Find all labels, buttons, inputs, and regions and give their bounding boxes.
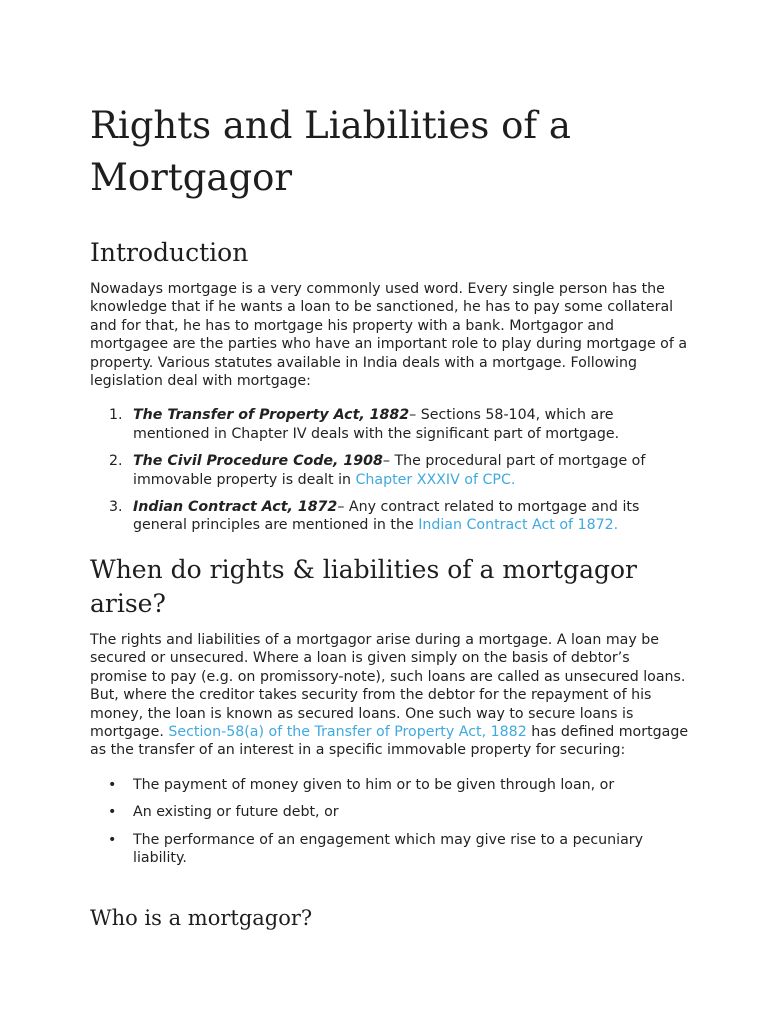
list-number: 2. [109, 453, 123, 470]
list-item-text: – The procedural part of mortgage of immovable property is dealt in [133, 453, 646, 488]
list-item-text: – Any contract related to mortgage and its general principles are mentioned in the [133, 499, 640, 534]
legislation-list [90, 406, 690, 534]
list-item-text: – Sections 58-104, which are mentioned in Chapter IV deals with the significant part of mortgage. [133, 407, 620, 442]
list-number: 3. [109, 499, 123, 516]
when-paragraph [90, 631, 690, 760]
when-paragraph-text: The rights and liabilities of a mortgagor arise during a mortgage. A loan may be secured or unsecured. Where a loan is given simply on the basis of debtor’s promise to pay (e.g. on promissory-note), such loans are called as unsecured loans. But, where the creditor takes security from the debtor for the repayment of his money, the loan is known as secured loans. One such way to secure loans is mortgage. [90, 631, 686, 740]
list-item [108, 831, 690, 868]
contract-act-link[interactable]: Indian Contract Act of 1872. [418, 517, 619, 534]
act-term: The Civil Procedure Code, 1908 [133, 453, 383, 470]
bullet-text: The performance of an engagement which may give rise to a pecuniary liability. [133, 831, 644, 866]
page-title: Rights and Liabilities of a Mortgagor [90, 104, 571, 199]
bullet-icon: • [108, 831, 117, 848]
when-heading: When do rights & liabilities of a mortgagor arise? [90, 554, 637, 618]
document-page [90, 0, 690, 935]
cpc-chapter-link[interactable]: Chapter XXXIV of CPC. [355, 471, 516, 488]
list-item [109, 406, 690, 443]
bullet-text: An existing or future debt, or [133, 804, 339, 821]
act-term: The Transfer of Property Act, 1882 [133, 407, 410, 424]
list-item [108, 803, 690, 821]
who-heading: Who is a mortgagor? [90, 906, 313, 931]
introduction-paragraph: Nowadays mortgage is a very commonly used word. Every single person has the knowledge that if he wants a loan to be sanctioned, he has to pay some collateral and for that, he has to mortgage his property with a bank. Mortgagor and mortgagee are the parties who have an important role to play during mortgage of a property. Various statutes available in India deals with a mortgage. Following legislation deal with mortgage: [90, 281, 688, 390]
when-paragraph-text-end: has defined mortgage as the transfer of an interest in a specific immovable property for securing: [90, 723, 689, 759]
bullet-icon: • [108, 776, 117, 793]
bullet-text: The payment of money given to him or to be given through loan, or [133, 776, 615, 793]
list-item [109, 498, 690, 535]
list-number: 1. [109, 407, 123, 424]
list-item [109, 452, 690, 489]
list-item [108, 776, 690, 794]
bullet-icon: • [108, 804, 117, 821]
act-term: Indian Contract Act, 1872 [133, 499, 338, 516]
securing-list [90, 776, 690, 868]
introduction-heading: Introduction [90, 238, 249, 267]
section-58a-link[interactable]: Section-58(a) of the Transfer of Property Act, 1882 [168, 723, 527, 740]
